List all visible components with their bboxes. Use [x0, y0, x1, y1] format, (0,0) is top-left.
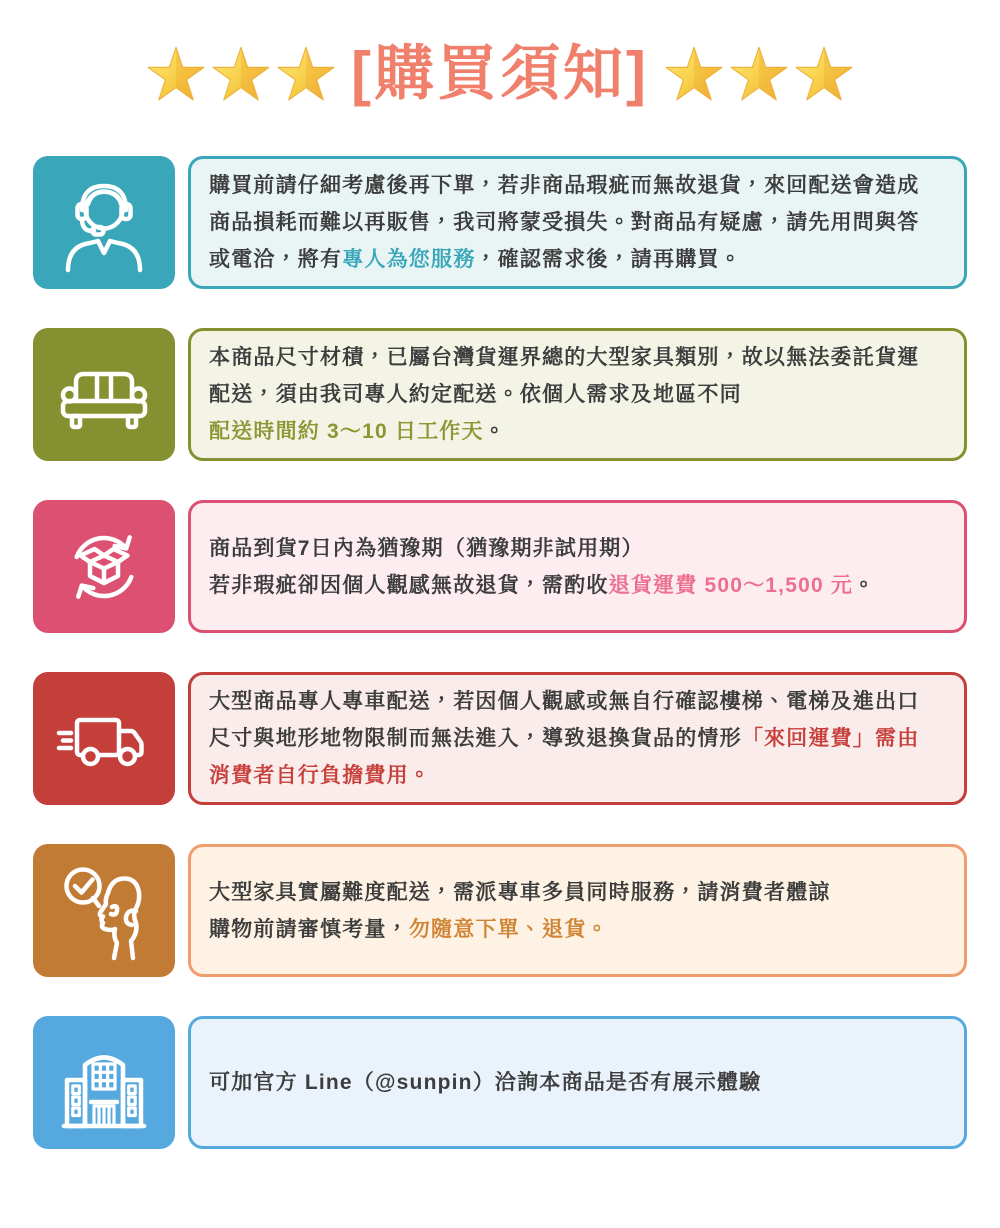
- notice-text-box: [188, 328, 967, 461]
- headset-agent-icon: [33, 156, 175, 289]
- person-check-icon: [33, 844, 175, 977]
- notice-text-box: [188, 156, 967, 289]
- notice-text-box: [188, 672, 967, 805]
- notice-line: 購物前請審慎考量，勿隨意下單、退貨。: [209, 917, 609, 941]
- truck-icon: [33, 672, 175, 805]
- notice-line: 購買前請仔細考慮後再下單，若非商品瑕疵而無故退貨，來回配送會造成: [209, 174, 920, 197]
- notice-line: 配送，須由我司專人約定配送。依個人需求及地區不同: [209, 383, 742, 406]
- notice-line: 大型家具實屬難度配送，需派專車多員同時服務，請消費者體諒: [209, 880, 831, 904]
- notice-section-return-policy: [33, 500, 967, 633]
- notice-line: 若非瑕疵卻因個人觀感無故退貨，需酌收退貨運費 500～1,500 元。: [209, 573, 876, 597]
- sofa-icon: [33, 328, 175, 461]
- notice-section-furniture-delivery: [33, 328, 967, 461]
- notice-line: 本商品尺寸材積，已屬台灣貨運界總的大型家具類別，故以無法委託貨運: [209, 346, 920, 369]
- notice-line: 或電洽，將有專人為您服務，確認需求後，請再購買。: [209, 248, 742, 271]
- star-icon: [211, 45, 271, 103]
- notice-line: 大型商品專人專車配送，若因個人觀感或無自行確認樓梯、電梯及進出口: [209, 690, 920, 713]
- notice-section-consideration: [33, 844, 967, 977]
- notice-text-box: [188, 500, 967, 633]
- building-icon: [33, 1016, 175, 1149]
- title-label: [購買須知]: [351, 40, 649, 107]
- star-icon: [664, 45, 724, 103]
- notice-section-customer-service: [33, 156, 967, 289]
- star-icon: [729, 45, 789, 103]
- notice-text-box: [188, 1016, 967, 1149]
- star-icon: [146, 45, 206, 103]
- notice-section-showroom-line: [33, 1016, 967, 1149]
- return-box-icon: [33, 500, 175, 633]
- notice-line: 尺寸與地形地物限制而無法進入，導致退換貨品的情形「來回運費」需由: [209, 727, 920, 750]
- notice-section-truck-delivery: [33, 672, 967, 805]
- star-icon: [794, 45, 854, 103]
- page-title: [33, 26, 967, 122]
- notice-line: 商品到貨7日內為猶豫期（猶豫期非試用期）: [209, 536, 644, 560]
- star-icon: [276, 45, 336, 103]
- notice-line: 可加官方 Line（@sunpin）洽詢本商品是否有展示體驗: [209, 1071, 762, 1094]
- notice-line: 消費者自行負擔費用。: [209, 764, 431, 787]
- notice-line: 商品損耗而難以再販售，我司將蒙受損失。對商品有疑慮，請先用問與答: [209, 211, 920, 234]
- notice-line: 配送時間約 3～10 日工作天。: [209, 420, 506, 443]
- notice-text-box: [188, 844, 967, 977]
